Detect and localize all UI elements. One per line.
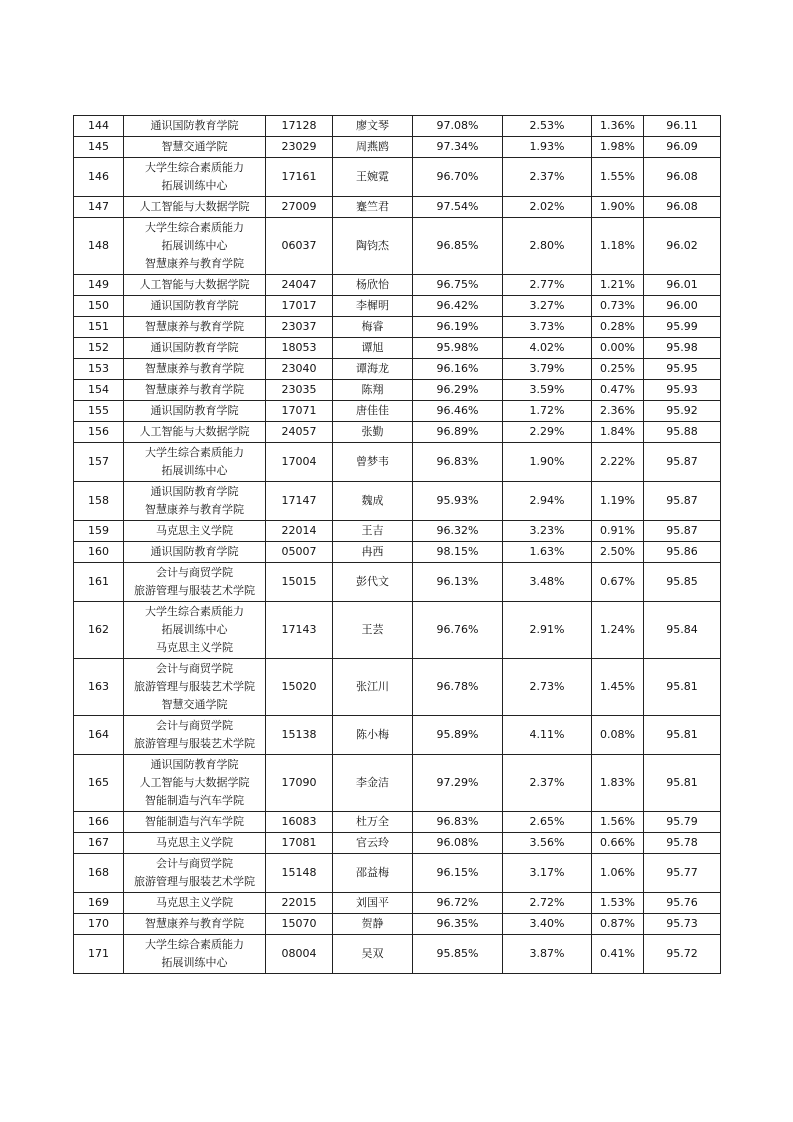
rate-c-cell: 0.87% xyxy=(592,914,644,935)
rate-c-cell: 1.21% xyxy=(592,275,644,296)
department-line: 会计与商贸学院 xyxy=(156,857,233,870)
staff-id-cell: 17071 xyxy=(266,401,333,422)
department-cell xyxy=(124,158,266,197)
table-row xyxy=(74,275,721,296)
department-cell xyxy=(124,137,266,158)
rate-b-cell: 4.11% xyxy=(503,716,592,755)
rate-a-cell: 95.98% xyxy=(413,338,503,359)
department-cell xyxy=(124,380,266,401)
score-cell: 95.84 xyxy=(644,602,721,659)
rate-b-cell: 3.59% xyxy=(503,380,592,401)
department-cell xyxy=(124,401,266,422)
score-cell: 95.87 xyxy=(644,482,721,521)
staff-id-cell: 17128 xyxy=(266,116,333,137)
rate-b-cell: 2.37% xyxy=(503,755,592,812)
department-line: 拓展训练中心 xyxy=(161,179,228,192)
rate-a-cell: 95.93% xyxy=(413,482,503,521)
rate-b-cell: 1.72% xyxy=(503,401,592,422)
name-cell: 魏成 xyxy=(333,482,413,521)
rank-cell: 158 xyxy=(74,482,124,521)
score-cell: 96.11 xyxy=(644,116,721,137)
rate-b-cell: 2.77% xyxy=(503,275,592,296)
table-row xyxy=(74,833,721,854)
name-cell: 梅睿 xyxy=(333,317,413,338)
table-row xyxy=(74,218,721,275)
rank-cell: 167 xyxy=(74,833,124,854)
rate-b-cell: 2.72% xyxy=(503,893,592,914)
department-line: 拓展训练中心 xyxy=(161,239,228,252)
table-row xyxy=(74,359,721,380)
rate-a-cell: 96.83% xyxy=(413,443,503,482)
rate-b-cell: 2.94% xyxy=(503,482,592,521)
rate-b-cell: 4.02% xyxy=(503,338,592,359)
name-cell: 邵益梅 xyxy=(333,854,413,893)
table-row xyxy=(74,893,721,914)
department-line: 大学生综合素质能力 xyxy=(145,605,244,618)
name-cell: 蹇竺君 xyxy=(333,197,413,218)
rate-c-cell: 2.22% xyxy=(592,443,644,482)
score-cell: 95.77 xyxy=(644,854,721,893)
score-cell: 95.81 xyxy=(644,716,721,755)
department-line: 通识国防教育学院 xyxy=(150,404,239,417)
name-cell: 曾梦韦 xyxy=(333,443,413,482)
department-line: 智慧康养与教育学院 xyxy=(145,917,244,930)
department-line: 智慧康养与教育学院 xyxy=(145,257,244,270)
department-line: 人工智能与大数据学院 xyxy=(139,278,250,291)
table-row xyxy=(74,812,721,833)
rate-b-cell: 3.40% xyxy=(503,914,592,935)
table-row xyxy=(74,755,721,812)
score-cell: 95.73 xyxy=(644,914,721,935)
name-cell: 张江川 xyxy=(333,659,413,716)
department-line: 通识国防教育学院 xyxy=(150,341,239,354)
staff-id-cell: 15138 xyxy=(266,716,333,755)
name-cell: 王吉 xyxy=(333,521,413,542)
department-cell xyxy=(124,542,266,563)
table-row xyxy=(74,935,721,974)
department-cell xyxy=(124,443,266,482)
department-cell xyxy=(124,338,266,359)
department-line: 通识国防教育学院 xyxy=(150,299,239,312)
staff-id-cell: 17004 xyxy=(266,443,333,482)
rate-c-cell: 0.67% xyxy=(592,563,644,602)
staff-id-cell: 08004 xyxy=(266,935,333,974)
department-cell xyxy=(124,812,266,833)
department-cell xyxy=(124,521,266,542)
rank-cell: 153 xyxy=(74,359,124,380)
score-cell: 95.85 xyxy=(644,563,721,602)
department-cell xyxy=(124,116,266,137)
rate-a-cell: 96.76% xyxy=(413,602,503,659)
department-line: 旅游管理与服装艺术学院 xyxy=(134,875,255,888)
staff-id-cell: 16083 xyxy=(266,812,333,833)
department-line: 会计与商贸学院 xyxy=(156,719,233,732)
rank-cell: 163 xyxy=(74,659,124,716)
name-cell: 王芸 xyxy=(333,602,413,659)
rank-cell: 145 xyxy=(74,137,124,158)
staff-id-cell: 15148 xyxy=(266,854,333,893)
rank-cell: 152 xyxy=(74,338,124,359)
rate-b-cell: 2.53% xyxy=(503,116,592,137)
score-cell: 95.86 xyxy=(644,542,721,563)
name-cell: 刘国平 xyxy=(333,893,413,914)
rate-c-cell: 1.84% xyxy=(592,422,644,443)
staff-id-cell: 18053 xyxy=(266,338,333,359)
rate-b-cell: 2.91% xyxy=(503,602,592,659)
rank-cell: 164 xyxy=(74,716,124,755)
staff-id-cell: 22014 xyxy=(266,521,333,542)
rank-cell: 171 xyxy=(74,935,124,974)
rate-b-cell: 1.90% xyxy=(503,443,592,482)
department-cell xyxy=(124,833,266,854)
department-cell xyxy=(124,659,266,716)
name-cell: 杨欣怡 xyxy=(333,275,413,296)
rank-cell: 165 xyxy=(74,755,124,812)
staff-id-cell: 17161 xyxy=(266,158,333,197)
staff-id-cell: 22015 xyxy=(266,893,333,914)
ranking-table xyxy=(73,115,721,974)
department-cell xyxy=(124,317,266,338)
staff-id-cell: 15015 xyxy=(266,563,333,602)
department-line: 拓展训练中心 xyxy=(161,956,228,969)
rate-c-cell: 1.56% xyxy=(592,812,644,833)
rate-a-cell: 96.29% xyxy=(413,380,503,401)
rank-cell: 160 xyxy=(74,542,124,563)
name-cell: 彭代文 xyxy=(333,563,413,602)
rate-b-cell: 1.63% xyxy=(503,542,592,563)
rate-a-cell: 96.75% xyxy=(413,275,503,296)
rank-cell: 150 xyxy=(74,296,124,317)
table-row xyxy=(74,482,721,521)
rate-a-cell: 97.34% xyxy=(413,137,503,158)
name-cell: 唐佳佳 xyxy=(333,401,413,422)
department-cell xyxy=(124,854,266,893)
name-cell: 陶钧杰 xyxy=(333,218,413,275)
department-line: 智慧康养与教育学院 xyxy=(145,383,244,396)
department-cell xyxy=(124,422,266,443)
rate-c-cell: 0.00% xyxy=(592,338,644,359)
rate-b-cell: 3.48% xyxy=(503,563,592,602)
department-line: 马克思主义学院 xyxy=(156,896,233,909)
rate-b-cell: 2.73% xyxy=(503,659,592,716)
department-line: 智能制造与汽车学院 xyxy=(145,815,244,828)
department-line: 马克思主义学院 xyxy=(156,524,233,537)
department-line: 智慧交通学院 xyxy=(161,698,228,711)
rate-c-cell: 2.36% xyxy=(592,401,644,422)
table-row xyxy=(74,116,721,137)
rate-c-cell: 2.50% xyxy=(592,542,644,563)
name-cell: 廖文琴 xyxy=(333,116,413,137)
rank-cell: 148 xyxy=(74,218,124,275)
rate-b-cell: 2.02% xyxy=(503,197,592,218)
name-cell: 杜万全 xyxy=(333,812,413,833)
score-cell: 95.87 xyxy=(644,443,721,482)
department-line: 大学生综合素质能力 xyxy=(145,446,244,459)
table-row xyxy=(74,602,721,659)
department-line: 智慧康养与教育学院 xyxy=(145,320,244,333)
rate-c-cell: 1.83% xyxy=(592,755,644,812)
name-cell: 李樨明 xyxy=(333,296,413,317)
table-row xyxy=(74,197,721,218)
rate-b-cell: 3.73% xyxy=(503,317,592,338)
table-row xyxy=(74,443,721,482)
score-cell: 95.99 xyxy=(644,317,721,338)
rate-a-cell: 97.54% xyxy=(413,197,503,218)
rank-cell: 151 xyxy=(74,317,124,338)
rate-c-cell: 0.28% xyxy=(592,317,644,338)
department-cell xyxy=(124,935,266,974)
rank-cell: 154 xyxy=(74,380,124,401)
table-row xyxy=(74,296,721,317)
staff-id-cell: 06037 xyxy=(266,218,333,275)
rank-cell: 157 xyxy=(74,443,124,482)
rate-b-cell: 1.93% xyxy=(503,137,592,158)
rate-a-cell: 96.19% xyxy=(413,317,503,338)
rank-cell: 144 xyxy=(74,116,124,137)
staff-id-cell: 17143 xyxy=(266,602,333,659)
department-cell xyxy=(124,716,266,755)
rate-a-cell: 96.08% xyxy=(413,833,503,854)
name-cell: 官云玲 xyxy=(333,833,413,854)
department-line: 旅游管理与服装艺术学院 xyxy=(134,584,255,597)
rate-a-cell: 96.16% xyxy=(413,359,503,380)
department-line: 会计与商贸学院 xyxy=(156,662,233,675)
department-line: 智慧交通学院 xyxy=(161,140,228,153)
rate-c-cell: 1.06% xyxy=(592,854,644,893)
rate-c-cell: 0.25% xyxy=(592,359,644,380)
department-line: 拓展训练中心 xyxy=(161,464,228,477)
score-cell: 95.92 xyxy=(644,401,721,422)
staff-id-cell: 23029 xyxy=(266,137,333,158)
rate-a-cell: 96.42% xyxy=(413,296,503,317)
table-body xyxy=(74,116,721,974)
department-line: 人工智能与大数据学院 xyxy=(139,776,250,789)
rate-b-cell: 2.29% xyxy=(503,422,592,443)
rate-b-cell: 2.37% xyxy=(503,158,592,197)
rank-cell: 159 xyxy=(74,521,124,542)
name-cell: 谭海龙 xyxy=(333,359,413,380)
department-cell xyxy=(124,197,266,218)
name-cell: 陈小梅 xyxy=(333,716,413,755)
score-cell: 95.95 xyxy=(644,359,721,380)
department-line: 通识国防教育学院 xyxy=(150,119,239,132)
rank-cell: 149 xyxy=(74,275,124,296)
department-line: 大学生综合素质能力 xyxy=(145,221,244,234)
rate-b-cell: 2.80% xyxy=(503,218,592,275)
score-cell: 95.88 xyxy=(644,422,721,443)
department-cell xyxy=(124,602,266,659)
rank-cell: 147 xyxy=(74,197,124,218)
table-row xyxy=(74,422,721,443)
rate-c-cell: 1.55% xyxy=(592,158,644,197)
name-cell: 李金洁 xyxy=(333,755,413,812)
rate-a-cell: 95.85% xyxy=(413,935,503,974)
staff-id-cell: 27009 xyxy=(266,197,333,218)
department-cell xyxy=(124,218,266,275)
staff-id-cell: 24047 xyxy=(266,275,333,296)
rate-c-cell: 1.90% xyxy=(592,197,644,218)
score-cell: 96.02 xyxy=(644,218,721,275)
department-line: 人工智能与大数据学院 xyxy=(139,200,250,213)
table-row xyxy=(74,380,721,401)
rate-c-cell: 1.53% xyxy=(592,893,644,914)
rate-a-cell: 96.15% xyxy=(413,854,503,893)
department-line: 智能制造与汽车学院 xyxy=(145,794,244,807)
name-cell: 吴双 xyxy=(333,935,413,974)
rate-c-cell: 1.36% xyxy=(592,116,644,137)
department-line: 马克思主义学院 xyxy=(156,641,233,654)
department-line: 通识国防教育学院 xyxy=(150,758,239,771)
rate-a-cell: 97.29% xyxy=(413,755,503,812)
name-cell: 周燕鸥 xyxy=(333,137,413,158)
department-line: 旅游管理与服装艺术学院 xyxy=(134,680,255,693)
name-cell: 贺静 xyxy=(333,914,413,935)
rank-cell: 162 xyxy=(74,602,124,659)
table-row xyxy=(74,401,721,422)
score-cell: 95.79 xyxy=(644,812,721,833)
rank-cell: 146 xyxy=(74,158,124,197)
staff-id-cell: 15020 xyxy=(266,659,333,716)
rate-b-cell: 3.56% xyxy=(503,833,592,854)
staff-id-cell: 17090 xyxy=(266,755,333,812)
department-line: 人工智能与大数据学院 xyxy=(139,425,250,438)
rate-a-cell: 96.72% xyxy=(413,893,503,914)
department-line: 智慧康养与教育学院 xyxy=(145,503,244,516)
rank-cell: 156 xyxy=(74,422,124,443)
table-row xyxy=(74,338,721,359)
rate-a-cell: 96.78% xyxy=(413,659,503,716)
staff-id-cell: 17081 xyxy=(266,833,333,854)
staff-id-cell: 23040 xyxy=(266,359,333,380)
name-cell: 谭旭 xyxy=(333,338,413,359)
rank-cell: 155 xyxy=(74,401,124,422)
rate-a-cell: 97.08% xyxy=(413,116,503,137)
rate-c-cell: 0.08% xyxy=(592,716,644,755)
rank-cell: 166 xyxy=(74,812,124,833)
table-row xyxy=(74,521,721,542)
table-row xyxy=(74,659,721,716)
table-row xyxy=(74,914,721,935)
rate-a-cell: 96.70% xyxy=(413,158,503,197)
department-line: 马克思主义学院 xyxy=(156,836,233,849)
name-cell: 王婉霓 xyxy=(333,158,413,197)
score-cell: 96.08 xyxy=(644,197,721,218)
rate-a-cell: 96.85% xyxy=(413,218,503,275)
rate-a-cell: 96.13% xyxy=(413,563,503,602)
table-row xyxy=(74,716,721,755)
table-row xyxy=(74,317,721,338)
score-cell: 95.78 xyxy=(644,833,721,854)
department-line: 通识国防教育学院 xyxy=(150,485,239,498)
department-line: 通识国防教育学院 xyxy=(150,545,239,558)
score-cell: 95.81 xyxy=(644,755,721,812)
score-cell: 96.09 xyxy=(644,137,721,158)
name-cell: 陈翔 xyxy=(333,380,413,401)
rank-cell: 161 xyxy=(74,563,124,602)
rate-c-cell: 0.91% xyxy=(592,521,644,542)
rate-c-cell: 1.45% xyxy=(592,659,644,716)
department-cell xyxy=(124,359,266,380)
department-cell xyxy=(124,914,266,935)
staff-id-cell: 05007 xyxy=(266,542,333,563)
department-line: 大学生综合素质能力 xyxy=(145,161,244,174)
rate-c-cell: 1.98% xyxy=(592,137,644,158)
rate-b-cell: 3.87% xyxy=(503,935,592,974)
score-cell: 95.76 xyxy=(644,893,721,914)
rank-cell: 170 xyxy=(74,914,124,935)
rate-c-cell: 0.41% xyxy=(592,935,644,974)
score-cell: 96.01 xyxy=(644,275,721,296)
rate-c-cell: 1.18% xyxy=(592,218,644,275)
rate-b-cell: 3.27% xyxy=(503,296,592,317)
department-cell xyxy=(124,893,266,914)
rate-b-cell: 3.17% xyxy=(503,854,592,893)
score-cell: 95.72 xyxy=(644,935,721,974)
department-line: 智慧康养与教育学院 xyxy=(145,362,244,375)
rate-b-cell: 3.79% xyxy=(503,359,592,380)
staff-id-cell: 15070 xyxy=(266,914,333,935)
table-row xyxy=(74,542,721,563)
score-cell: 96.00 xyxy=(644,296,721,317)
name-cell: 冉西 xyxy=(333,542,413,563)
staff-id-cell: 17017 xyxy=(266,296,333,317)
department-line: 拓展训练中心 xyxy=(161,623,228,636)
rate-a-cell: 96.89% xyxy=(413,422,503,443)
department-line: 旅游管理与服装艺术学院 xyxy=(134,737,255,750)
staff-id-cell: 23035 xyxy=(266,380,333,401)
rate-b-cell: 3.23% xyxy=(503,521,592,542)
rate-c-cell: 0.47% xyxy=(592,380,644,401)
score-cell: 95.93 xyxy=(644,380,721,401)
name-cell: 张勤 xyxy=(333,422,413,443)
rate-b-cell: 2.65% xyxy=(503,812,592,833)
department-cell xyxy=(124,296,266,317)
table-row xyxy=(74,137,721,158)
score-cell: 95.87 xyxy=(644,521,721,542)
table-row xyxy=(74,563,721,602)
rate-a-cell: 96.32% xyxy=(413,521,503,542)
department-cell xyxy=(124,482,266,521)
rate-a-cell: 96.46% xyxy=(413,401,503,422)
staff-id-cell: 23037 xyxy=(266,317,333,338)
department-line: 大学生综合素质能力 xyxy=(145,938,244,951)
department-cell xyxy=(124,563,266,602)
table-row xyxy=(74,158,721,197)
staff-id-cell: 17147 xyxy=(266,482,333,521)
score-cell: 95.81 xyxy=(644,659,721,716)
rate-a-cell: 98.15% xyxy=(413,542,503,563)
department-cell xyxy=(124,755,266,812)
table-row xyxy=(74,854,721,893)
rate-a-cell: 95.89% xyxy=(413,716,503,755)
rate-a-cell: 96.83% xyxy=(413,812,503,833)
rank-cell: 169 xyxy=(74,893,124,914)
rate-c-cell: 0.66% xyxy=(592,833,644,854)
rank-cell: 168 xyxy=(74,854,124,893)
rate-a-cell: 96.35% xyxy=(413,914,503,935)
rate-c-cell: 1.24% xyxy=(592,602,644,659)
rate-c-cell: 1.19% xyxy=(592,482,644,521)
department-line: 会计与商贸学院 xyxy=(156,566,233,579)
score-cell: 96.08 xyxy=(644,158,721,197)
staff-id-cell: 24057 xyxy=(266,422,333,443)
score-cell: 95.98 xyxy=(644,338,721,359)
department-cell xyxy=(124,275,266,296)
rate-c-cell: 0.73% xyxy=(592,296,644,317)
